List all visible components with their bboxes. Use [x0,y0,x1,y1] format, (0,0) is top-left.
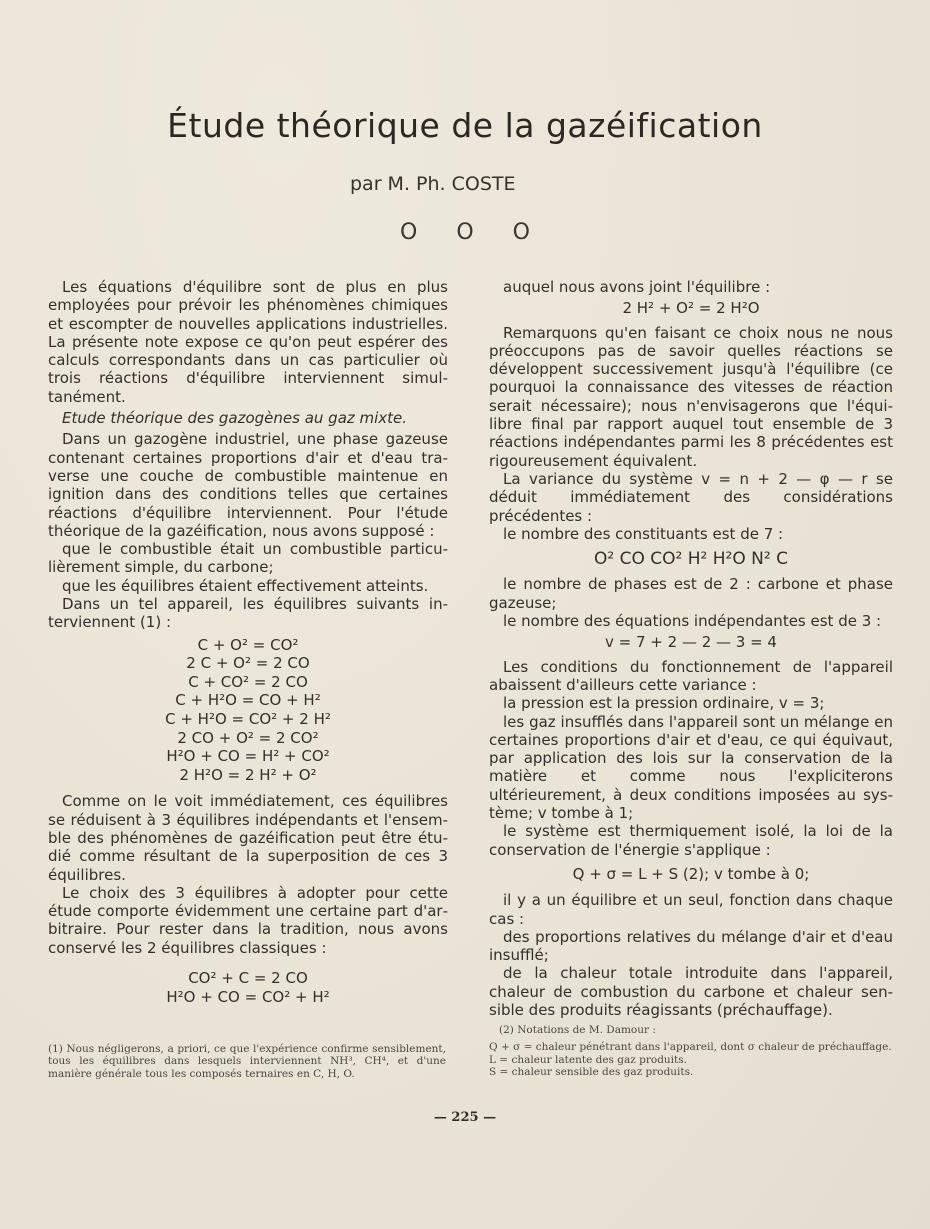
equation: 2 CO + O² = 2 CO² [177,728,319,747]
paragraph: auquel nous avons joint l'équilibre : [503,278,771,296]
paragraph: Les conditions du fonctionnement de l'appareil abaissent d'ailleurs cette variance : [489,657,893,694]
paragraph: la pression est la pression ordinaire, v = 3; [503,694,825,713]
equation: CO² + C = 2 CO [188,969,308,988]
footnote-2 [489,1024,893,1078]
equilibria-list [48,636,448,785]
equation: 2 H²O = 2 H² + O² [179,765,317,784]
equation: Q + σ = L + S (2); v tombe à 0; [572,864,810,883]
paragraph: La variance du système v = n + 2 — φ — r se déduit immédiatement des considérations précédentes : [489,469,893,525]
constituents-formula: O² CO CO² H² H²O N² C [594,549,788,570]
paragraph: Dans un gazogène industriel, une phase gazeuse contenant certaines proportions d'air et d'eau traverse une couche de combustible maintenue en ignition dans des conditions telles que certaines réactions d'équilibre interviennent. Pour l'étude théorique de la gazéification, nous avons supposé : [48,430,448,540]
paragraph: Dans un tel appareil, les équilibres suivants interviennent (1) : [48,595,448,632]
footnote-line: Q + σ = chaleur pénétrant dans l'appareil, dont σ chaleur de préchauffage. [489,1041,892,1054]
section-subtitle: Etude théorique des gazogènes au gaz mixte. [62,409,408,428]
footnote-line: L = chaleur latente des gaz produits. [489,1053,687,1066]
paragraph: le nombre des équations indépendantes est de 3 : [503,612,882,631]
paragraph: des proportions relatives du mélange d'air et d'eau insufflé; [489,927,893,965]
paragraph: le nombre de phases est de 2 : carbone et phase gazeuse; [489,575,893,612]
right-column [489,278,893,1019]
paragraph: il y a un équilibre et un seul, fonction dans chaque cas : [489,891,893,928]
equation: C + CO² = 2 CO [188,672,308,691]
equation: 2 H² + O² = 2 H²O [622,299,760,318]
footnote-line: S = chaleur sensible des gaz produits. [489,1065,694,1078]
paragraph: que le combustible était un combustible particulièrement simple, du carbone; [48,540,448,577]
footnote-1: (1) Nous négligerons, a priori, ce que l'expérience confirme sensiblement, tous les équilibres dans lesquels interviennent NH³, CH⁴, et d'une manière générale tous les composés ternaires en C, H, O. [48,1043,446,1080]
ornament: O O O [400,220,546,245]
classic-equilibria [48,969,448,1006]
paragraph: le nombre des constituants est de 7 : [503,524,784,543]
equation: C + H²O = CO² + 2 H² [165,710,331,729]
paragraph: de la chaleur totale introduite dans l'appareil, chaleur de combustion du carbone et chaleur sensible des produits réagissants (préchauffage). [489,964,893,1019]
intro-paragraph: Les équations d'équilibre sont de plus en plus employées pour prévoir les phénomènes chimiques et escompter de nouvelles applications industrielles. La présente note expose ce qu'on peut espérer des calculs correspondants dans un cas particulier où trois réactions d'équilibre interviennent simultanément. [48,278,448,406]
equation: C + O² = CO² [197,635,299,654]
equation: H²O + CO = H² + CO² [166,747,330,766]
author-line: par M. Ph. COSTE [350,173,516,195]
paragraph: que les équilibres étaient effectivement atteints. [62,576,429,595]
page-number: — 225 — [433,1110,497,1125]
article-title: Étude théorique de la gazéification [167,106,763,145]
paragraph: Remarquons qu'en faisant ce choix nous ne nous préoccupons pas de savoir quelles réactions se développent successivement jusqu'à l'équilibre (ce pourquoi la connaissance des vitesses de réaction serait nécessaire); nous n'envisagerons que l'équilibre final par rapport auquel tout ensemble de 3 réactions indépendantes parmi les 8 précédentes est rigoureusement équivalent. [489,323,893,470]
paragraph: Comme on le voit immédiatement, ces équilibres se réduisent à 3 équilibres indépendants et l'ensemble des phénomènes de gazéification peut être étudié comme résultant de la superposition de ces 3 équilibres. [48,792,448,884]
equation: v = 7 + 2 — 2 — 3 = 4 [605,633,777,652]
paragraph: Le choix des 3 équilibres à adopter pour cette étude comporte évidemment une certaine part d'arbitraire. Pour rester dans la tradition, nous avons conservé les 2 équilibres classiques : [48,883,448,957]
equation: C + H²O = CO + H² [175,691,321,710]
paragraph: les gaz insufflés dans l'appareil sont un mélange en certaines proportions d'air et d'eau, ce qui équivaut, par application des lois sur la conservation de la matière et comme nous l'expliciterons ultérieurement, à deux conditions imposées au système; v tombe à 1; [489,712,893,823]
footnote-line: (2) Notations de M. Damour : [499,1024,656,1036]
left-column [48,278,448,1014]
equation: H²O + CO = CO² + H² [166,987,330,1006]
equation: 2 C + O² = 2 CO [186,654,310,673]
paragraph: le système est thermiquement isolé, la loi de la conservation de l'énergie s'applique : [489,822,893,859]
